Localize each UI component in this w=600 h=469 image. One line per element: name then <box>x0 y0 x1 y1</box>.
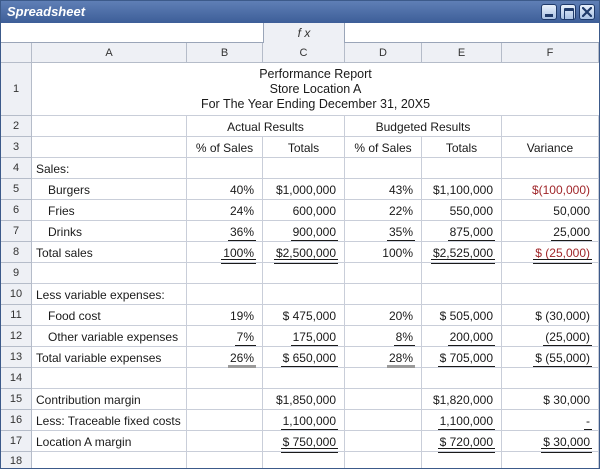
column-header-e[interactable]: E <box>422 43 502 63</box>
cell-f15[interactable] <box>502 389 599 410</box>
cell-b6[interactable] <box>187 200 263 221</box>
total-sales-actual-total: $2,500,000 <box>275 246 336 260</box>
food-cost-actual-pct: 19% <box>229 309 254 323</box>
sales-label: Sales: <box>36 162 70 176</box>
cell-e4[interactable] <box>422 158 502 179</box>
cell-c10[interactable] <box>263 284 345 305</box>
cell-b17[interactable] <box>187 431 263 452</box>
row-header-7[interactable]: 7 <box>1 221 32 242</box>
cell-d15[interactable] <box>345 389 422 410</box>
cell-a8[interactable] <box>32 242 187 263</box>
cell-b5[interactable] <box>187 179 263 200</box>
cell-d12[interactable] <box>345 326 422 347</box>
total-sales-budget-total: $2,525,000 <box>432 246 493 260</box>
column-header-a[interactable]: A <box>32 43 187 63</box>
row-header-16[interactable]: 16 <box>1 410 32 431</box>
cell-d7[interactable] <box>345 221 422 242</box>
total-sales-budget-pct: 100% <box>382 246 413 260</box>
maximize-button[interactable] <box>560 4 576 20</box>
cell-f7[interactable] <box>502 221 599 242</box>
row-header-14[interactable]: 14 <box>1 368 32 389</box>
cell-d17[interactable] <box>345 431 422 452</box>
cell-budgeted-results-header[interactable] <box>345 116 502 137</box>
cell-b15[interactable] <box>187 389 263 410</box>
row-header-1[interactable]: 1 <box>1 63 32 116</box>
cell-a2[interactable] <box>32 116 187 137</box>
total-variable-expenses-label: Total variable expenses <box>36 351 162 365</box>
food-cost-budget-pct: 20% <box>388 309 413 323</box>
cell-e15[interactable] <box>422 389 502 410</box>
cell-d8[interactable] <box>345 242 422 263</box>
row-header-4[interactable]: 4 <box>1 158 32 179</box>
cell-e13[interactable] <box>422 347 502 368</box>
cell-b8[interactable] <box>187 242 263 263</box>
fries-variance: 50,000 <box>553 204 590 218</box>
select-all-corner[interactable] <box>1 43 32 63</box>
cell-actual-results-header[interactable] <box>187 116 345 137</box>
title-bar[interactable] <box>1 1 599 23</box>
cell-a3[interactable] <box>32 137 187 158</box>
cell-a15[interactable] <box>32 389 187 410</box>
traceable-fixed-actual: 1,100,000 <box>282 414 336 428</box>
cell-e14[interactable] <box>422 368 502 389</box>
cell-a17[interactable] <box>32 431 187 452</box>
cell-b3[interactable] <box>187 137 263 158</box>
traceable-fixed-budget: 1,100,000 <box>439 414 493 428</box>
fries-budget-pct: 22% <box>388 204 413 218</box>
cell-a16[interactable] <box>32 410 187 431</box>
cell-c16[interactable] <box>263 410 345 431</box>
location-a-margin-label: Location A margin <box>36 435 132 449</box>
cell-c3[interactable] <box>263 137 345 158</box>
row-header-17[interactable]: 17 <box>1 431 32 452</box>
cell-c15[interactable] <box>263 389 345 410</box>
row-header-15[interactable]: 15 <box>1 389 32 410</box>
report-title-cell[interactable] <box>32 63 599 116</box>
cell-e3[interactable] <box>422 137 502 158</box>
row-header-2[interactable]: 2 <box>1 116 32 137</box>
total-variable-actual-total: $ 650,000 <box>282 351 336 365</box>
close-button[interactable] <box>579 4 595 20</box>
fx-label[interactable]: f x <box>263 23 345 43</box>
cell-f10[interactable] <box>502 284 599 305</box>
food-cost-label: Food cost <box>48 309 101 323</box>
cell-f8[interactable] <box>502 242 599 263</box>
total-sales-label: Total sales <box>36 246 93 260</box>
row-header-12[interactable]: 12 <box>1 326 32 347</box>
cell-c14[interactable] <box>263 368 345 389</box>
row-header-8[interactable]: 8 <box>1 242 32 263</box>
minimize-button[interactable] <box>541 4 557 20</box>
pct-sales-header-actual: % of Sales <box>195 141 254 155</box>
contribution-margin-variance: $ 30,000 <box>543 393 590 407</box>
row-header-13[interactable]: 13 <box>1 347 32 368</box>
spreadsheet-grid <box>1 43 599 469</box>
totals-header-actual: Totals <box>287 141 320 155</box>
cell-e12[interactable] <box>422 326 502 347</box>
variance-header: Variance <box>526 141 574 155</box>
cell-a11[interactable] <box>32 305 187 326</box>
cell-a7[interactable] <box>32 221 187 242</box>
location-a-margin-budget: $ 720,000 <box>439 435 493 449</box>
cell-f13[interactable] <box>502 347 599 368</box>
cell-e18[interactable] <box>422 452 502 469</box>
cell-d10[interactable] <box>345 284 422 305</box>
cell-f2[interactable] <box>502 116 599 137</box>
drinks-variance: 25,000 <box>553 225 590 239</box>
column-header-f[interactable]: F <box>502 43 599 63</box>
cell-c11[interactable] <box>263 305 345 326</box>
report-title: Performance Report <box>259 67 372 81</box>
cell-a10[interactable] <box>32 284 187 305</box>
window-title: Spreadsheet <box>7 4 86 19</box>
other-variable-budget-total: 200,000 <box>449 330 493 344</box>
row-header-18[interactable]: 18 <box>1 452 32 469</box>
row-header-5[interactable]: 5 <box>1 179 32 200</box>
cell-a13[interactable] <box>32 347 187 368</box>
cell-e9[interactable] <box>422 263 502 284</box>
cell-c9[interactable] <box>263 263 345 284</box>
cell-c5[interactable] <box>263 179 345 200</box>
other-variable-budget-pct: 8% <box>395 330 413 344</box>
fries-budget-total: 550,000 <box>449 204 493 218</box>
food-cost-budget-total: $ 505,000 <box>439 309 493 323</box>
total-variable-budget-pct: 28% <box>388 351 413 365</box>
cell-d14[interactable] <box>345 368 422 389</box>
cell-b18[interactable] <box>187 452 263 469</box>
cell-e6[interactable] <box>422 200 502 221</box>
cell-c7[interactable] <box>263 221 345 242</box>
cell-f9[interactable] <box>502 263 599 284</box>
food-cost-actual-total: $ 475,000 <box>282 309 336 323</box>
total-sales-actual-pct: 100% <box>223 246 254 260</box>
cell-e10[interactable] <box>422 284 502 305</box>
cell-d9[interactable] <box>345 263 422 284</box>
row-header-6[interactable]: 6 <box>1 200 32 221</box>
column-header-c[interactable]: C <box>263 43 345 63</box>
cell-e17[interactable] <box>422 431 502 452</box>
traceable-fixed-variance: - <box>586 414 590 428</box>
formula-bar[interactable] <box>1 23 599 43</box>
cell-d18[interactable] <box>345 452 422 469</box>
cell-c6[interactable] <box>263 200 345 221</box>
total-variable-variance: $ (55,000) <box>535 351 590 365</box>
cell-b14[interactable] <box>187 368 263 389</box>
cell-b7[interactable] <box>187 221 263 242</box>
cell-a9[interactable] <box>32 263 187 284</box>
variable-expenses-label: Less variable expenses: <box>36 288 165 302</box>
report-period: For The Year Ending December 31, 20X5 <box>200 97 431 111</box>
burgers-budget-pct: 43% <box>388 183 413 197</box>
cell-d6[interactable] <box>345 200 422 221</box>
totals-header-budget: Totals <box>445 141 478 155</box>
column-header-b[interactable]: B <box>187 43 263 63</box>
burgers-actual-total: $1,000,000 <box>275 183 336 197</box>
cell-e7[interactable] <box>422 221 502 242</box>
drinks-budget-pct: 35% <box>388 225 413 239</box>
cell-f3[interactable] <box>502 137 599 158</box>
cell-b9[interactable] <box>187 263 263 284</box>
column-header-d[interactable]: D <box>345 43 422 63</box>
drinks-budget-total: 875,000 <box>449 225 493 239</box>
cell-b16[interactable] <box>187 410 263 431</box>
contribution-margin-actual: $1,850,000 <box>275 393 336 407</box>
cell-e16[interactable] <box>422 410 502 431</box>
cell-a14[interactable] <box>32 368 187 389</box>
cell-e11[interactable] <box>422 305 502 326</box>
cell-b13[interactable] <box>187 347 263 368</box>
cell-c13[interactable] <box>263 347 345 368</box>
burgers-actual-pct: 40% <box>229 183 254 197</box>
cell-f4[interactable] <box>502 158 599 179</box>
burgers-budget-total: $1,100,000 <box>432 183 493 197</box>
cell-d11[interactable] <box>345 305 422 326</box>
budgeted-results-label: Budgeted Results <box>375 120 471 134</box>
cell-f18[interactable] <box>502 452 599 469</box>
cell-a6[interactable] <box>32 200 187 221</box>
close-icon <box>582 7 592 17</box>
traceable-fixed-costs-label: Less: Traceable fixed costs <box>36 414 181 428</box>
total-sales-variance: $ (25,000) <box>535 246 590 260</box>
cell-d13[interactable] <box>345 347 422 368</box>
cell-f6[interactable] <box>502 200 599 221</box>
row-header-9[interactable]: 9 <box>1 263 32 284</box>
cell-f12[interactable] <box>502 326 599 347</box>
cell-d5[interactable] <box>345 179 422 200</box>
fries-label: Fries <box>48 204 75 218</box>
total-variable-actual-pct: 26% <box>229 351 254 365</box>
cell-d3[interactable] <box>345 137 422 158</box>
cell-f17[interactable] <box>502 431 599 452</box>
cell-d16[interactable] <box>345 410 422 431</box>
burgers-variance: $(100,000) <box>531 183 590 197</box>
drinks-actual-pct: 36% <box>229 225 254 239</box>
row-header-3[interactable]: 3 <box>1 137 32 158</box>
drinks-actual-total: 900,000 <box>292 225 336 239</box>
cell-c12[interactable] <box>263 326 345 347</box>
cell-b4[interactable] <box>187 158 263 179</box>
pct-sales-header-budget: % of Sales <box>354 141 412 155</box>
cell-f14[interactable] <box>502 368 599 389</box>
other-variable-actual-total: 175,000 <box>292 330 336 344</box>
actual-results-label: Actual Results <box>227 120 304 134</box>
location-a-margin-actual: $ 750,000 <box>282 435 336 449</box>
cell-e5[interactable] <box>422 179 502 200</box>
cell-c8[interactable] <box>263 242 345 263</box>
other-variable-actual-pct: 7% <box>236 330 254 344</box>
drinks-label: Drinks <box>48 225 83 239</box>
row-header-10[interactable]: 10 <box>1 284 32 305</box>
report-subtitle: Store Location A <box>269 82 362 96</box>
fries-actual-total: 600,000 <box>292 204 336 218</box>
row-header-11[interactable]: 11 <box>1 305 32 326</box>
cell-f5[interactable] <box>502 179 599 200</box>
cell-c4[interactable] <box>263 158 345 179</box>
food-cost-variance: $ (30,000) <box>535 309 590 323</box>
cell-d4[interactable] <box>345 158 422 179</box>
burgers-label: Burgers <box>48 183 91 197</box>
cell-b12[interactable] <box>187 326 263 347</box>
cell-a12[interactable] <box>32 326 187 347</box>
cell-a5[interactable] <box>32 179 187 200</box>
cell-f16[interactable] <box>502 410 599 431</box>
cell-f11[interactable] <box>502 305 599 326</box>
cell-a18[interactable] <box>32 452 187 469</box>
cell-e8[interactable] <box>422 242 502 263</box>
cell-c17[interactable] <box>263 431 345 452</box>
other-variable-variance: (25,000) <box>545 330 590 344</box>
cell-a4[interactable] <box>32 158 187 179</box>
cell-c18[interactable] <box>263 452 345 469</box>
location-a-margin-variance: $ 30,000 <box>543 435 590 449</box>
total-variable-budget-total: $ 705,000 <box>439 351 493 365</box>
contribution-margin-label: Contribution margin <box>36 393 141 407</box>
cell-b11[interactable] <box>187 305 263 326</box>
fries-actual-pct: 24% <box>229 204 254 218</box>
cell-b10[interactable] <box>187 284 263 305</box>
other-variable-expenses-label: Other variable expenses <box>48 330 179 344</box>
contribution-margin-budget: $1,820,000 <box>432 393 493 407</box>
